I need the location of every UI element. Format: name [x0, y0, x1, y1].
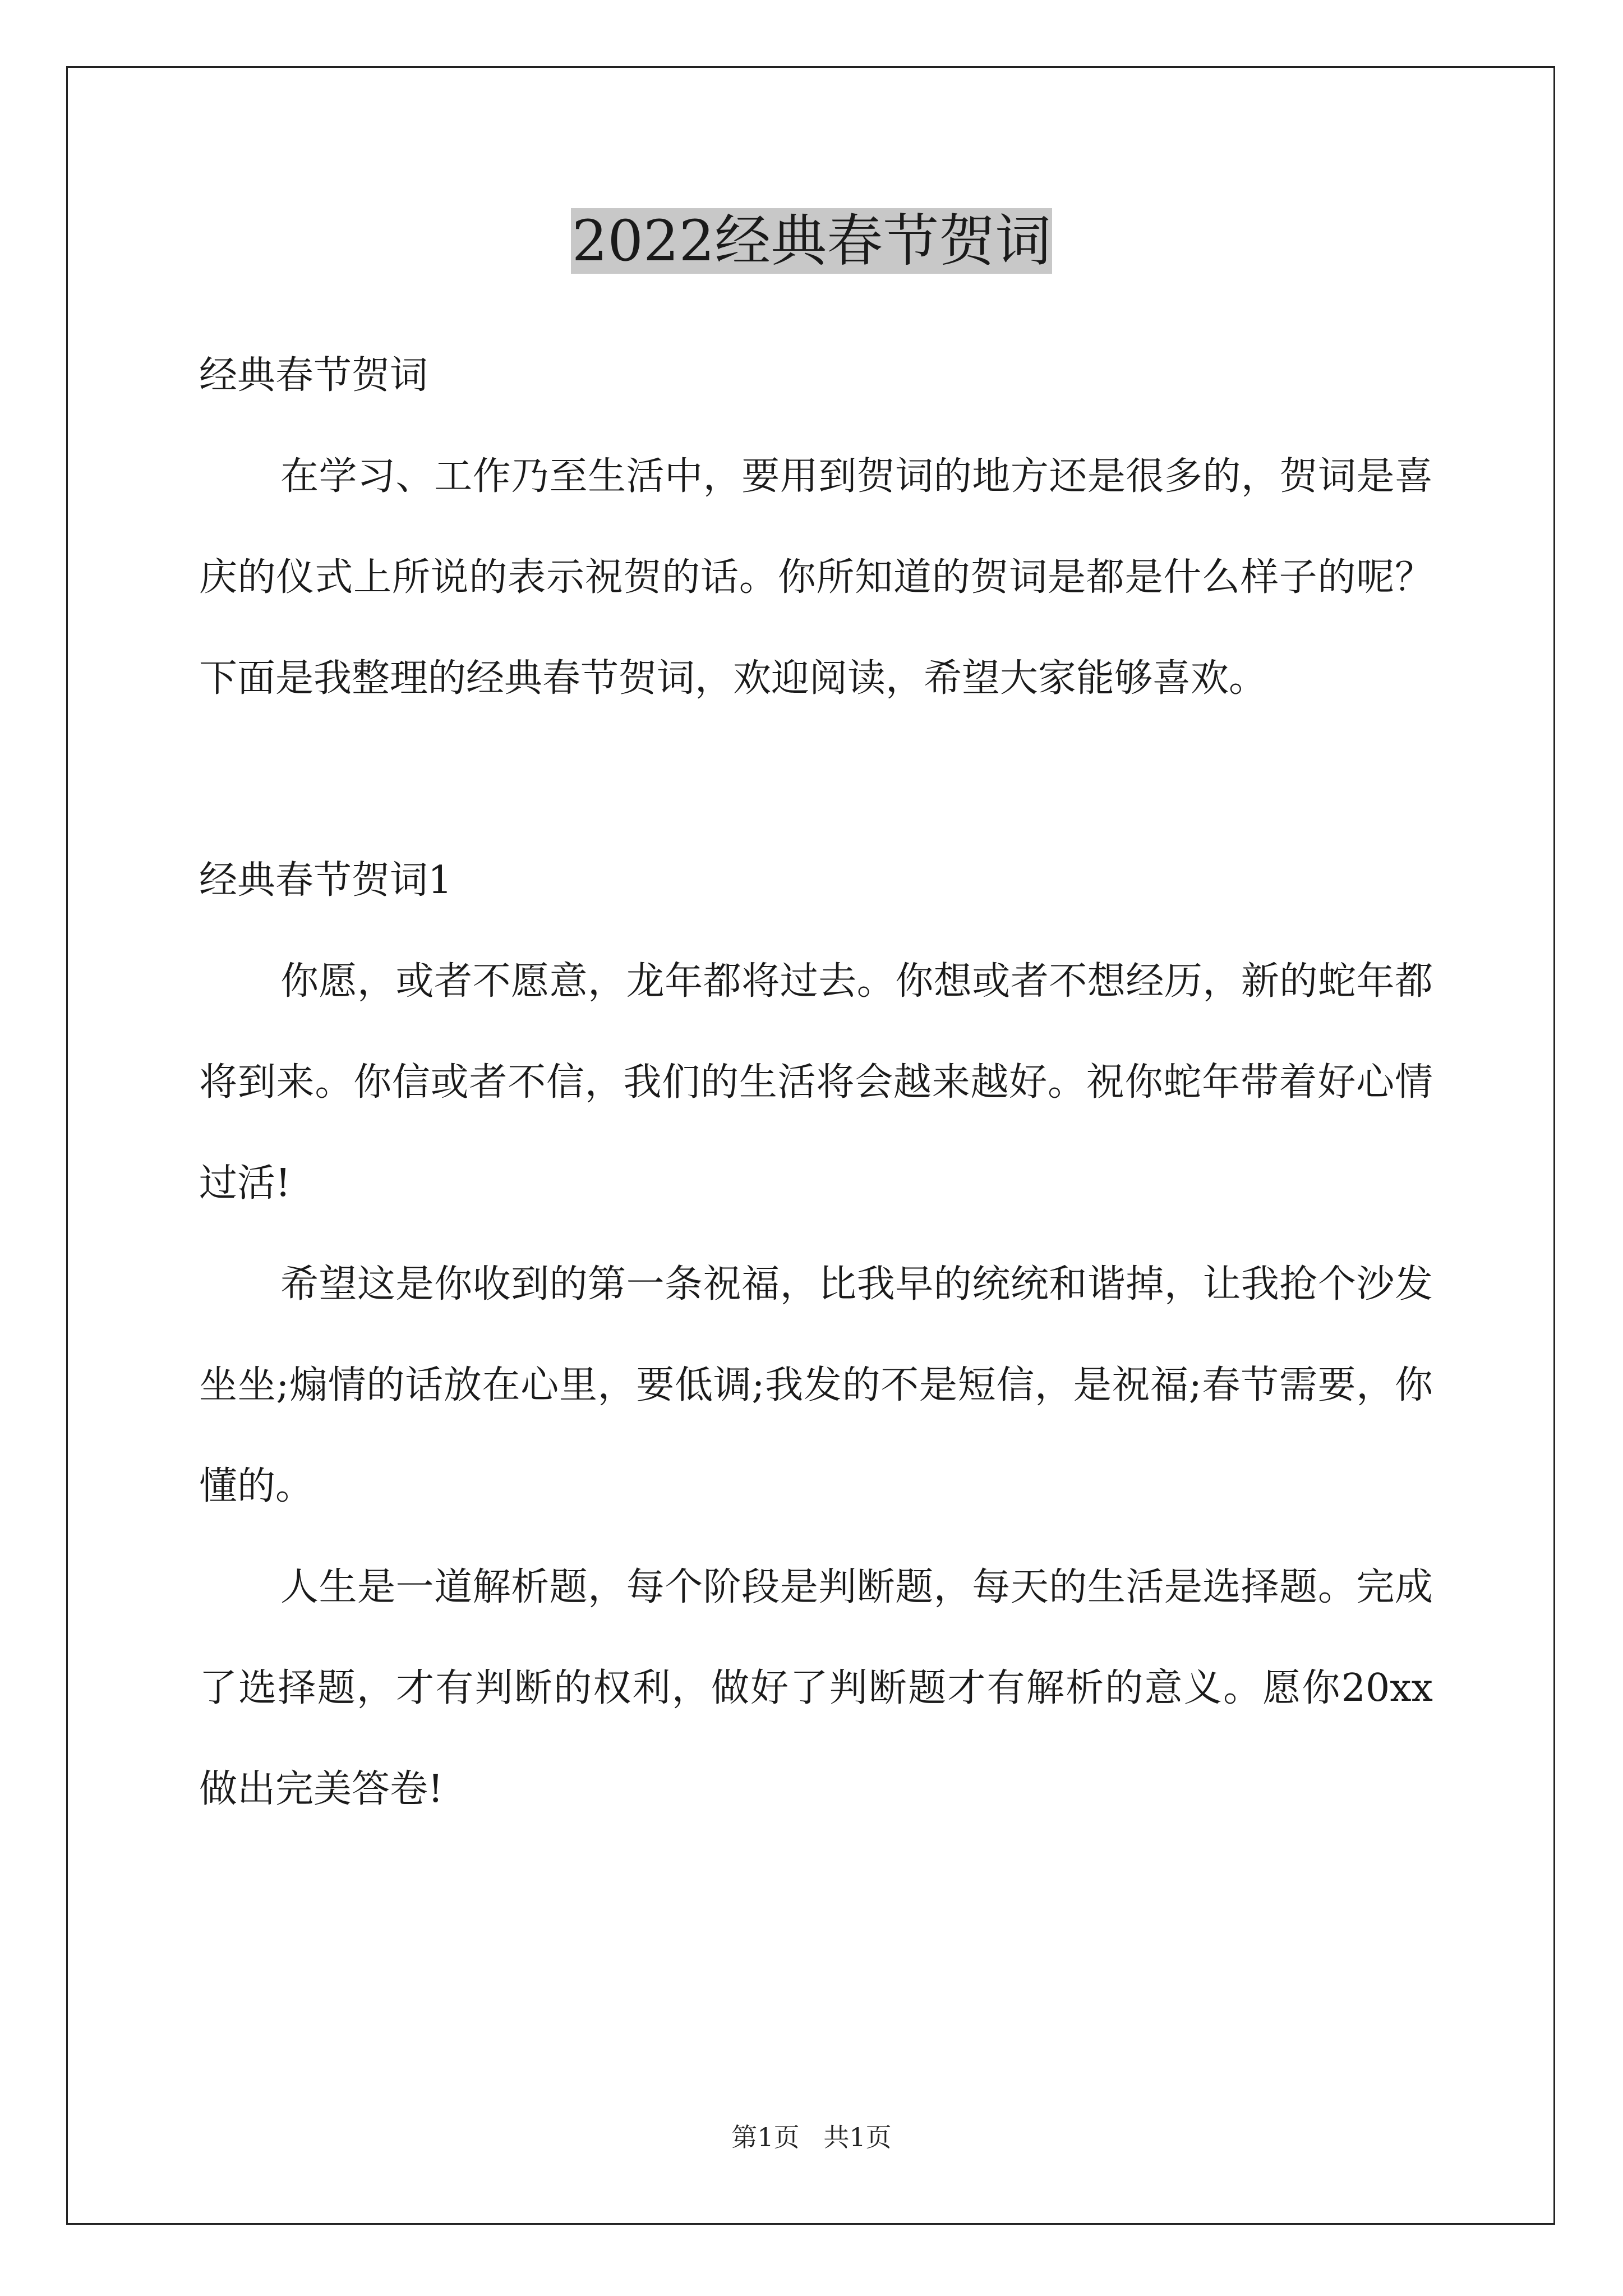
page-total: 共1页	[823, 2122, 892, 2152]
page-number: 第1页	[731, 2122, 800, 2152]
body-paragraph-2: 希望这是你收到的第一条祝福，比我早的统统和谐掉，让我抢个沙发坐坐;煽情的话放在心里，要低调;我发的不是短信，是祝福;春节需要，你懂的。	[199, 1262, 1433, 1508]
document-subtitle: 经典春节贺词	[199, 353, 428, 398]
document-body	[199, 325, 1433, 1840]
section-title: 经典春节贺词1	[199, 858, 453, 903]
body-paragraph-3: 人生是一道解析题，每个阶段是判断题，每天的生活是选择题。完成了选择题，才有判断的权利，做好了判断题才有解析的意义。愿你20xx做出完美答卷!	[199, 1565, 1433, 1811]
body-paragraph-1: 你愿，或者不愿意，龙年都将过去。你想或者不想经历，新的蛇年都将到来。你信或者不信，我们的生活将会越来越好。祝你蛇年带着好心情过活!	[199, 959, 1433, 1205]
document-title	[0, 205, 1623, 278]
page-footer	[0, 2120, 1623, 2154]
intro-paragraph: 在学习、工作乃至生活中，要用到贺词的地方还是很多的，贺词是喜庆的仪式上所说的表示祝贺的话。你所知道的贺词是都是什么样子的呢？下面是我整理的经典春节贺词，欢迎阅读，希望大家能够喜欢。	[199, 454, 1433, 701]
document-title-text: 2022经典春节贺词	[571, 208, 1052, 274]
